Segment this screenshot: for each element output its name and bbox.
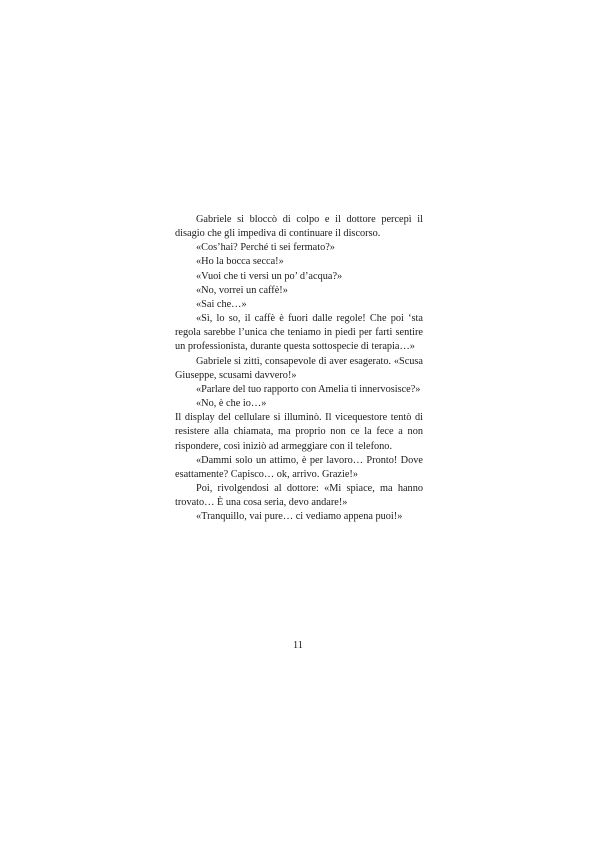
- paragraph: «Sì, lo so, il caffè è fuori dalle regole! Che poi ‘sta regola sarebbe l’unica che teniamo in piedi per farti sentire un professionista, durante questa sottospecie di terapia…»: [175, 313, 423, 353]
- paragraph: «Parlare del tuo rapporto con Amelia ti innervosisce?»: [196, 383, 421, 395]
- paragraph: «No, vorrei un caffè!»: [196, 284, 288, 296]
- paragraph: «Cos’hai? Perché ti sei fermato?»: [196, 242, 335, 254]
- page-number: 11: [293, 640, 303, 651]
- body-text: [175, 213, 423, 524]
- paragraph: «Dammi solo un attimo, è per lavoro… Pronto! Dove esattamente? Capisco… ok, arrivo. Grazie!»: [175, 454, 423, 480]
- paragraph: «No, è che io…»: [196, 398, 267, 410]
- paragraph: Poi, rivolgendosi al dottore: «Mi spiace, ma hanno trovato… È una cosa seria, devo andare!»: [175, 482, 423, 509]
- paragraph: Gabriele si zittì, consapevole di aver esagerato. «Scusa Giuseppe, scusami davvero!»: [175, 355, 423, 381]
- paragraph: Gabriele si bloccò di colpo e il dottore percepì il disagio che gli impediva di continuare il discorso.: [175, 214, 423, 240]
- paragraph: Il display del cellulare si illuminò. Il vicequestore tentò di resistere alla chiamata, ma proprio non ce la fece a non rispondere, così iniziò ad armeggiare con il telefono.: [175, 412, 423, 452]
- paragraph: «Tranquillo, vai pure… ci vediamo appena puoi!»: [196, 511, 403, 523]
- paragraph: «Sai che…»: [196, 298, 247, 310]
- paragraph: «Ho la bocca secca!»: [196, 256, 284, 268]
- paragraph: «Vuoi che ti versi un po’ d’acqua?»: [196, 270, 343, 282]
